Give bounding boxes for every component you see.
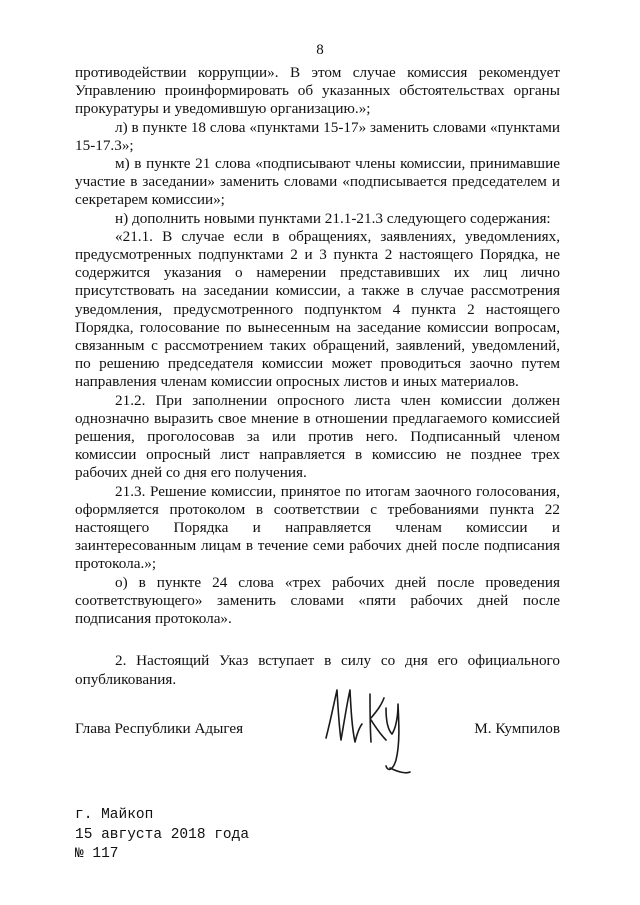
paragraph-continuation: противодействии коррупции». В этом случае комиссия рекомендует Управлению проинформировать об указанных обстоятельствах органы прокуратуры и уведомившую организацию.»;: [75, 64, 560, 118]
document-body: [75, 64, 560, 689]
issue-date: 15 августа 2018 года: [75, 826, 250, 843]
paragraph-21-2: 21.2. При заполнении опросного листа член комиссии должен однозначно выразить свое мнение в отношении предлагаемого комиссией решения, проголосовав за или против него. Подписанный членом комиссии опросный лист направляется в комиссию не позднее трех рабочих дней со дня его получения.: [75, 391, 560, 482]
signatory-name: М. Кумпилов: [474, 720, 560, 737]
paragraph-item-m: м) в пункте 21 слова «подписывают члены комиссии, принимавшие участие в заседании» заменить словами «подписывается председателем и секретарем комиссии»;: [75, 155, 560, 209]
document-footer: [75, 806, 249, 865]
decree-number: № 117: [75, 846, 119, 862]
paragraph-21-3: 21.3. Решение комиссии, принятое по итогам заочного голосования, оформляется протоколом в соответствии с требованиями пункта 22 настоящего Порядка и направляется членам комиссии и заинтересованным лицам в течение семи рабочих дней после подписания протокола.»;: [75, 482, 560, 573]
page-number: 8: [316, 42, 324, 58]
signatory-title: Глава Республики Адыгея: [75, 720, 244, 737]
issue-city: г. Майкоп: [75, 807, 154, 823]
signature-block: [75, 720, 560, 744]
paragraph-item-n: н) дополнить новыми пунктами 21.1-21.3 следующего содержания:: [115, 209, 551, 227]
paragraph-item-o: о) в пункте 24 слова «трех рабочих дней после проведения соответствующего» заменить словами «пяти рабочих дней после подписания протокола».: [75, 573, 560, 628]
paragraph-item-l: л) в пункте 18 слова «пунктами 15-17» заменить словами «пунктами 15-17.3»;: [75, 118, 560, 154]
paragraph-21-1: «21.1. В случае если в обращениях, заявлениях, уведомлениях, предусмотренных подпунктами 2 и 3 пункта 2 настоящего Порядка, не содержится указания о намерении представивших их лиц лично присутствовать на заседании комиссии, а также в случае рассмотрения уведомления, предусмотренного подпунктом 4 пункта 2 настоящего Порядка, голосование по вынесенным на заседание комиссии вопросам, связанным с рассмотрением таких обращений, заявлений, уведомлений, по решению председателя комиссии может проводиться заочно путем направления членам комиссии опросных листов и иных материалов.: [75, 227, 560, 391]
paragraph-effective-date: 2. Настоящий Указ вступает в силу со дня его официального опубликования.: [75, 652, 560, 688]
